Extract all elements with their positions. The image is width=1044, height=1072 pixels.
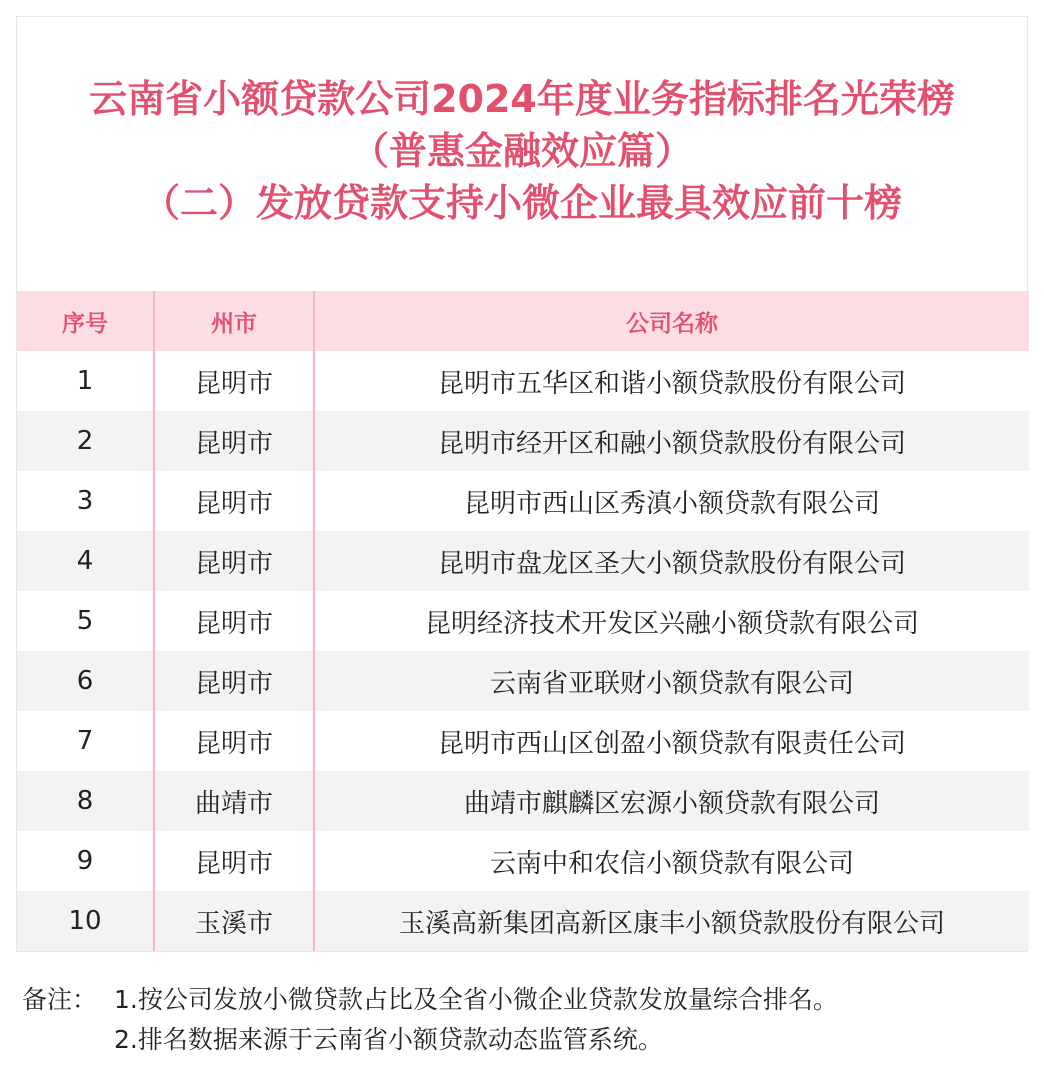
row-city: 昆明市 (154, 411, 314, 471)
row-index: 8 (17, 771, 154, 831)
row-index: 4 (17, 531, 154, 591)
row-company: 昆明市经开区和融小额贷款股份有限公司 (437, 428, 906, 459)
row-index: 1 (17, 351, 154, 411)
row-city: 昆明市 (154, 531, 314, 591)
table-row (17, 831, 1029, 891)
header-index: 序号 (17, 291, 154, 351)
title-block (17, 17, 1027, 291)
note-row (22, 980, 838, 1020)
row-index: 3 (17, 471, 154, 531)
row-city: 曲靖市 (154, 771, 314, 831)
row-city: 昆明市 (154, 591, 314, 651)
table-row (17, 471, 1029, 531)
table-row (17, 711, 1029, 771)
header-city: 州市 (154, 291, 314, 351)
title-subtitle: （普惠金融效应篇） (350, 129, 693, 173)
row-company: 昆明经济技术开发区兴融小额贷款有限公司 (424, 608, 919, 639)
row-city: 玉溪市 (154, 891, 314, 951)
table-row (17, 531, 1029, 591)
note-indent (22, 1020, 114, 1060)
row-company: 云南省亚联财小额贷款有限公司 (489, 668, 854, 699)
note-row (22, 1020, 838, 1060)
table-row (17, 771, 1029, 831)
row-index: 2 (17, 411, 154, 471)
row-city: 昆明市 (154, 651, 314, 711)
note-item: 1.按公司发放小微贷款占比及全省小微企业贷款发放量综合排名。 (114, 985, 838, 1014)
row-index: 6 (17, 651, 154, 711)
ranking-card (16, 16, 1028, 952)
row-city: 昆明市 (154, 471, 314, 531)
title-section: （二）发放贷款支持小微企业最具效应前十榜 (141, 181, 902, 225)
row-company: 昆明市西山区创盈小额贷款有限责任公司 (437, 728, 906, 759)
note-item: 2.排名数据来源于云南省小额贷款动态监管系统。 (114, 1025, 663, 1054)
table-row (17, 651, 1029, 711)
row-company: 昆明市盘龙区圣大小额贷款股份有限公司 (437, 548, 906, 579)
row-company: 玉溪高新集团高新区康丰小额贷款股份有限公司 (398, 908, 945, 939)
row-index: 7 (17, 711, 154, 771)
row-index: 10 (17, 891, 154, 951)
row-index: 5 (17, 591, 154, 651)
table-row (17, 351, 1029, 411)
table-row (17, 891, 1029, 951)
notes-label: 备注： (22, 985, 98, 1014)
row-company: 昆明市五华区和谐小额贷款股份有限公司 (437, 368, 906, 399)
table-header-row (17, 291, 1029, 351)
notes (22, 980, 838, 1060)
table-row (17, 411, 1029, 471)
row-company: 云南中和农信小额贷款有限公司 (489, 848, 854, 879)
table-row (17, 591, 1029, 651)
row-company: 曲靖市麒麟区宏源小额贷款有限公司 (463, 788, 880, 819)
ranking-table (17, 291, 1029, 951)
row-city: 昆明市 (154, 351, 314, 411)
header-company: 公司名称 (626, 310, 718, 337)
row-index: 9 (17, 831, 154, 891)
title-main: 云南省小额贷款公司2024年度业务指标排名光荣榜 (89, 77, 955, 121)
row-city: 昆明市 (154, 831, 314, 891)
row-city: 昆明市 (154, 711, 314, 771)
row-company: 昆明市西山区秀滇小额贷款有限公司 (463, 488, 880, 519)
